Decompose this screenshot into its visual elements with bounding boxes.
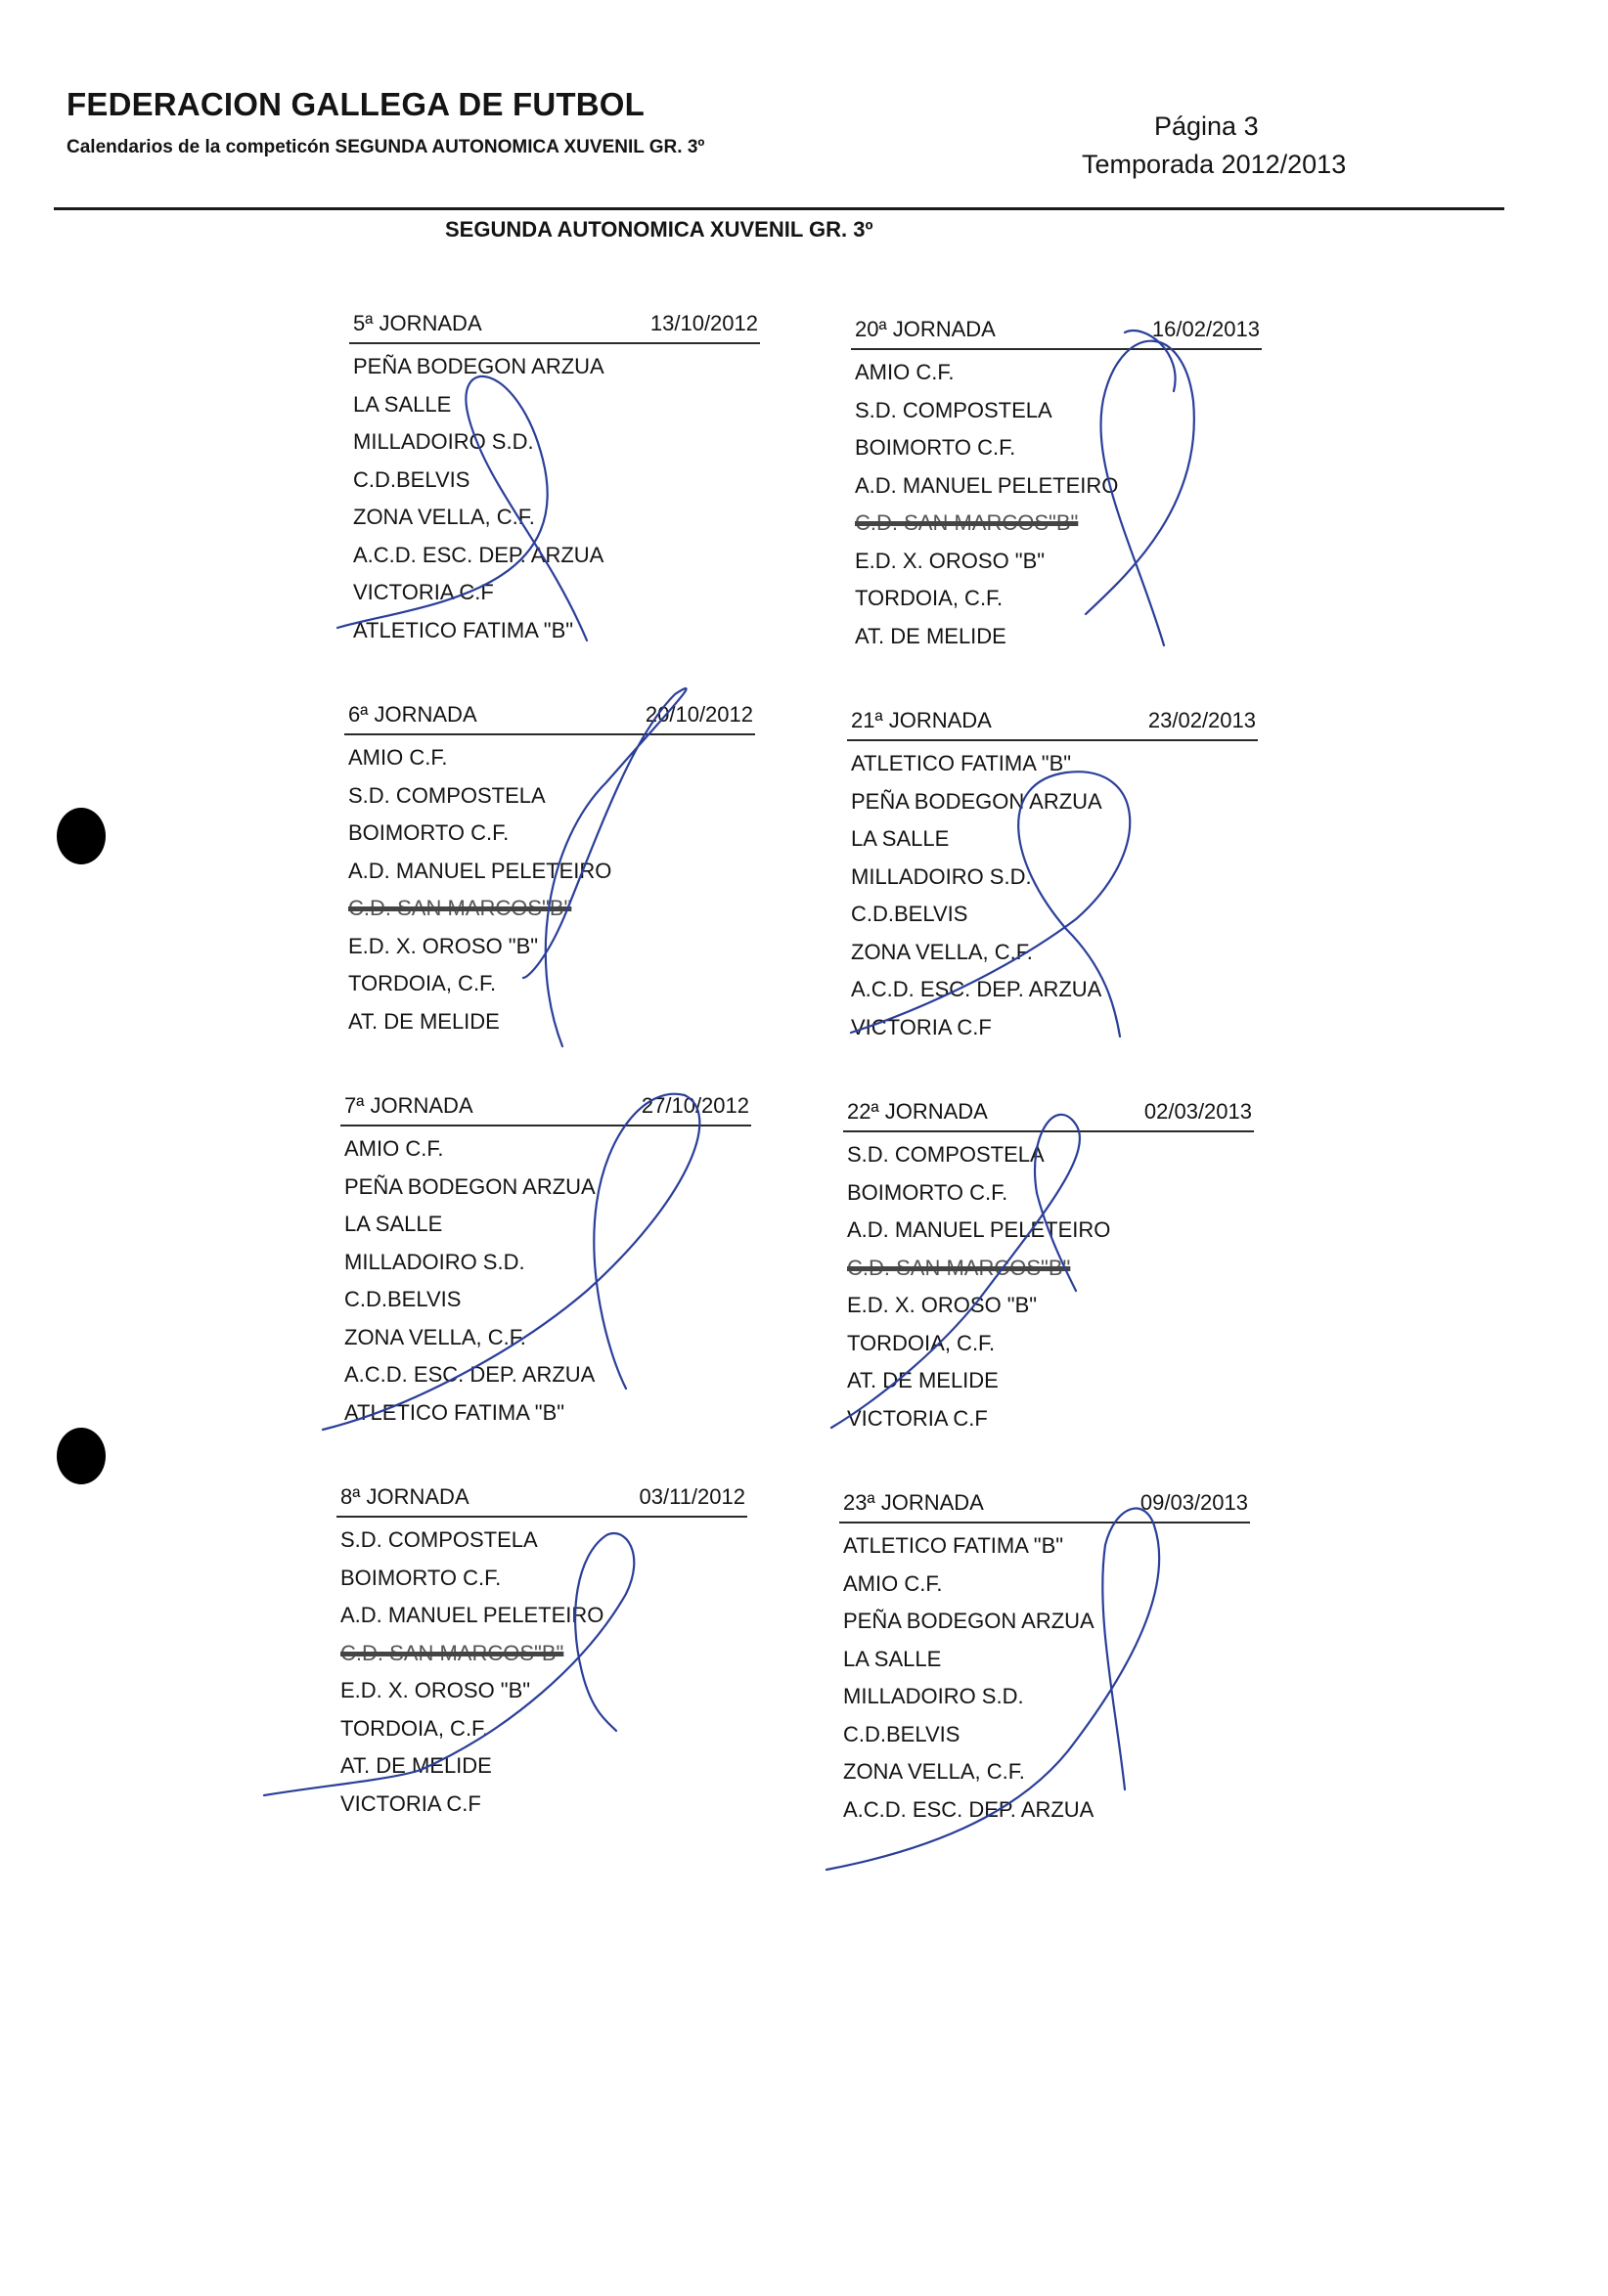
jornada-block-20 bbox=[851, 317, 1262, 655]
team-row: S.D. COMPOSTELA bbox=[847, 1142, 1045, 1167]
team-row: ZONA VELLA, C.F. bbox=[344, 1324, 526, 1349]
jornada-block-22 bbox=[843, 1099, 1254, 1437]
team-row: PEÑA BODEGON ARZUA bbox=[353, 354, 604, 378]
jornada-block-23 bbox=[839, 1490, 1250, 1829]
jornada-label: 23ª JORNADA bbox=[843, 1490, 984, 1515]
team-row: AT. DE MELIDE bbox=[340, 1753, 492, 1778]
team-row: TORDOIA, C.F. bbox=[847, 1330, 996, 1355]
jornada-label: 5ª JORNADA bbox=[353, 311, 482, 335]
team-row: A.D. MANUEL PELETEIRO bbox=[340, 1603, 604, 1627]
jornada-divider bbox=[344, 733, 755, 735]
team-row: MILLADOIRO S.D. bbox=[353, 429, 534, 454]
jornada-date: 02/03/2013 bbox=[1143, 1099, 1252, 1124]
jornada-label: 6ª JORNADA bbox=[348, 702, 477, 727]
jornada-label: 7ª JORNADA bbox=[344, 1093, 473, 1118]
team-row: A.D. MANUEL PELETEIRO bbox=[348, 858, 612, 883]
team-row: AMIO C.F. bbox=[855, 360, 955, 384]
jornada-block-8 bbox=[336, 1484, 747, 1823]
team-row: MILLADOIRO S.D. bbox=[344, 1249, 525, 1274]
season-label: Temporada 2012/2013 bbox=[1082, 150, 1347, 179]
team-row: ZONA VELLA, C.F. bbox=[851, 939, 1033, 964]
team-row: PEÑA BODEGON ARZUA bbox=[344, 1173, 596, 1199]
punch-hole bbox=[57, 1428, 106, 1484]
jornada-label: 21ª JORNADA bbox=[851, 708, 992, 732]
team-row: LA SALLE bbox=[851, 826, 950, 851]
team-row: E.D. X. OROSO "B" bbox=[340, 1678, 531, 1702]
team-row: E.D. X. OROSO "B" bbox=[348, 933, 539, 958]
jornada-date: 20/10/2012 bbox=[645, 702, 753, 727]
team-row: AMIO C.F. bbox=[348, 745, 448, 770]
team-row: BOIMORTO C.F. bbox=[855, 435, 1016, 460]
team-row: MILLADOIRO S.D. bbox=[851, 863, 1032, 889]
team-row: VICTORIA C.F bbox=[851, 1014, 992, 1039]
team-row: ATLETICO FATIMA "B" bbox=[851, 751, 1072, 775]
team-row: ZONA VELLA, C.F. bbox=[353, 505, 535, 529]
team-row: AT. DE MELIDE bbox=[847, 1368, 999, 1392]
team-row: VICTORIA C.F bbox=[340, 1790, 481, 1816]
team-row-struck: C.D. SAN MARCOS"B" bbox=[855, 510, 1079, 535]
jornada-block-5 bbox=[349, 311, 760, 649]
team-row: LA SALLE bbox=[344, 1212, 443, 1236]
jornada-divider bbox=[349, 342, 760, 344]
team-row: ATLETICO FATIMA "B" bbox=[843, 1533, 1064, 1558]
team-row-struck: C.D. SAN MARCOS"B" bbox=[348, 896, 572, 920]
jornada-label: 22ª JORNADA bbox=[847, 1099, 988, 1124]
team-row: AT. DE MELIDE bbox=[855, 623, 1006, 648]
team-row-struck: C.D. SAN MARCOS"B" bbox=[340, 1640, 564, 1665]
team-row: E.D. X. OROSO "B" bbox=[855, 548, 1046, 573]
jornada-divider bbox=[340, 1125, 751, 1126]
header-divider bbox=[54, 207, 1504, 210]
team-row: ATLETICO FATIMA "B" bbox=[353, 617, 574, 642]
team-row: TORDOIA, C.F. bbox=[348, 971, 497, 995]
team-row: E.D. X. OROSO "B" bbox=[847, 1293, 1038, 1317]
team-row: VICTORIA C.F bbox=[353, 580, 494, 604]
team-row: A.D. MANUEL PELETEIRO bbox=[855, 472, 1119, 498]
punch-hole bbox=[57, 808, 106, 864]
jornada-date: 27/10/2012 bbox=[641, 1093, 749, 1118]
team-row: ATLETICO FATIMA "B" bbox=[344, 1399, 565, 1425]
jornada-divider bbox=[839, 1522, 1250, 1523]
jornada-block-7 bbox=[340, 1093, 751, 1432]
jornada-divider bbox=[843, 1130, 1254, 1132]
jornada-date: 09/03/2013 bbox=[1139, 1490, 1248, 1515]
team-row: C.D.BELVIS bbox=[353, 466, 470, 492]
team-row: TORDOIA, C.F. bbox=[855, 586, 1004, 610]
team-row: BOIMORTO C.F. bbox=[847, 1179, 1008, 1205]
team-row: A.C.D. ESC. DEP. ARZUA bbox=[851, 977, 1102, 1001]
jornada-divider bbox=[851, 348, 1262, 350]
calendar-subtitle: Calendarios de la competicón SEGUNDA AUTONOMICA XUVENIL GR. 3º bbox=[67, 137, 705, 157]
jornada-block-6 bbox=[344, 702, 755, 1040]
jornada-block-21 bbox=[847, 708, 1258, 1046]
team-row: LA SALLE bbox=[843, 1646, 942, 1671]
team-row: S.D. COMPOSTELA bbox=[340, 1527, 538, 1552]
team-row: ZONA VELLA, C.F. bbox=[843, 1759, 1025, 1784]
page-number: Página 3 bbox=[1154, 111, 1259, 141]
jornada-date: 23/02/2013 bbox=[1147, 708, 1256, 732]
team-row: TORDOIA, C.F. bbox=[340, 1715, 489, 1741]
team-row: AMIO C.F. bbox=[344, 1136, 444, 1161]
jornada-date: 03/11/2012 bbox=[639, 1484, 745, 1509]
team-row: A.C.D. ESC. DEP. ARZUA bbox=[843, 1796, 1094, 1822]
team-row: S.D. COMPOSTELA bbox=[855, 397, 1052, 422]
jornada-divider bbox=[847, 739, 1258, 741]
team-row: A.C.D. ESC. DEP. ARZUA bbox=[353, 542, 604, 567]
section-title: SEGUNDA AUTONOMICA XUVENIL GR. 3º bbox=[445, 217, 873, 242]
team-row: PEÑA BODEGON ARZUA bbox=[851, 788, 1102, 814]
team-row: LA SALLE bbox=[353, 391, 452, 417]
jornada-divider bbox=[336, 1516, 747, 1518]
team-row: C.D.BELVIS bbox=[843, 1721, 960, 1746]
team-row: A.C.D. ESC. DEP. ARZUA bbox=[344, 1362, 596, 1387]
team-row: PEÑA BODEGON ARZUA bbox=[843, 1609, 1094, 1633]
jornada-label: 20ª JORNADA bbox=[855, 317, 996, 341]
jornada-date: 13/10/2012 bbox=[649, 311, 758, 335]
team-row: VICTORIA C.F bbox=[847, 1405, 988, 1431]
jornada-date: 16/02/2013 bbox=[1151, 317, 1260, 341]
jornada-label: 8ª JORNADA bbox=[340, 1484, 469, 1509]
federation-title: FEDERACION GALLEGA DE FUTBOL bbox=[67, 86, 646, 122]
team-row: C.D.BELVIS bbox=[344, 1287, 462, 1311]
team-row: BOIMORTO C.F. bbox=[348, 820, 510, 845]
team-row: AT. DE MELIDE bbox=[348, 1008, 500, 1034]
team-row: S.D. COMPOSTELA bbox=[348, 782, 546, 808]
team-row-struck: C.D. SAN MARCOS"B" bbox=[847, 1255, 1071, 1280]
team-row: BOIMORTO C.F. bbox=[340, 1565, 502, 1590]
team-row: AMIO C.F. bbox=[843, 1570, 943, 1596]
team-row: C.D.BELVIS bbox=[851, 902, 968, 926]
team-row: MILLADOIRO S.D. bbox=[843, 1684, 1024, 1708]
team-row: A.D. MANUEL PELETEIRO bbox=[847, 1217, 1111, 1242]
